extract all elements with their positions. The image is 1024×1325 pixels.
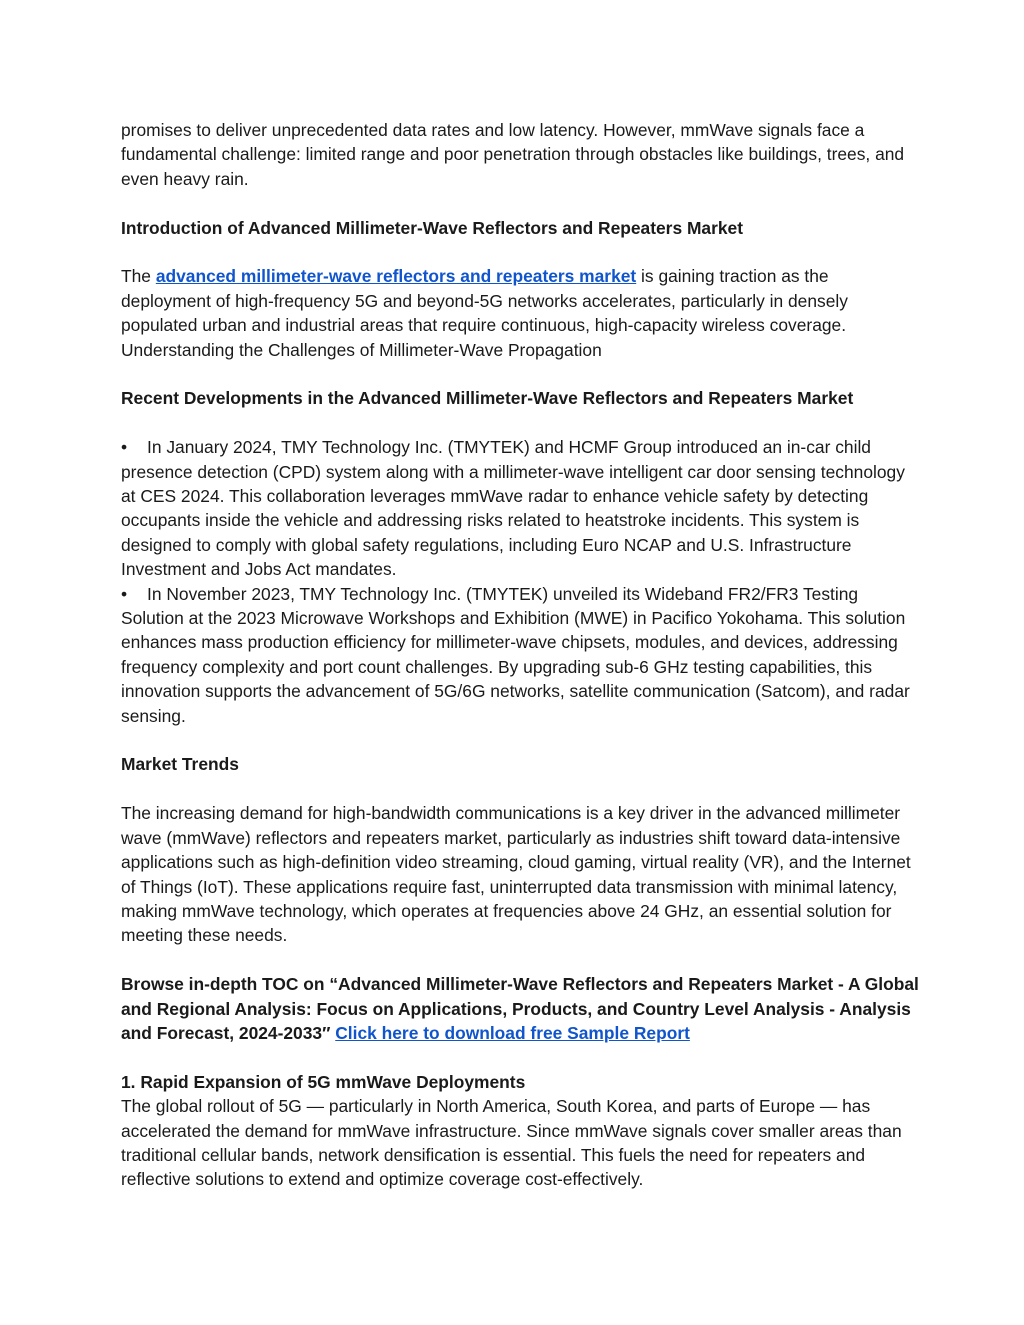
trends-heading: Market Trends [121, 754, 239, 775]
document-page [121, 118, 921, 1192]
intro-trailing-line: Understanding the Challenges of Millimeter-Wave Propagation [121, 339, 602, 360]
expansion-heading: 1. Rapid Expansion of 5G mmWave Deployments [121, 1071, 526, 1092]
development-item-text: In January 2024, TMY Technology Inc. (TMYTEK) and HCMF Group introduced an in-car child presence detection (CPD) system along with a millimeter-wave intelligent car door sensing technology at CES 2024. This collaboration leverages mmWave radar to enhance vehicle safety by detecting occupants inside the vehicle and addressing risks related to heatstroke incidents. This system is designed to comply with global safety regulations, including Euro NCAP and U.S. Infrastructure Investment and Jobs Act mandates. [121, 437, 905, 580]
intro-paragraph: promises to deliver unprecedented data rates and low latency. However, mmWave signals face a fundamental challenge: limited range and poor penetration through obstacles like buildings, trees, and even heavy rain. [121, 120, 905, 189]
intro-body [121, 264, 921, 337]
intro-body-lead: The [121, 266, 156, 287]
bullet-icon: • [121, 583, 128, 604]
market-link[interactable]: advanced millimeter-wave reflectors and repeaters market [155, 266, 637, 287]
download-sample-link[interactable]: Click here to download free Sample Report [335, 1022, 690, 1043]
developments-heading: Recent Developments in the Advanced Millimeter-Wave Reflectors and Repeaters Market [121, 388, 854, 409]
expansion-body: The global rollout of 5G — particularly in North America, South Korea, and parts of Europe — has accelerated the demand for mmWave infrastructure. Since mmWave signals cover smaller areas than traditional cellular bands, network densification is essential. This fuels the need for repeaters and reflective solutions to extend and optimize coverage cost-effectively. [121, 1096, 902, 1190]
browse-toc-text: Browse in-depth TOC on “Advanced Millimeter-Wave Reflectors and Repeaters Market - A Global and Regional Analysis: Focus on Applications, Products, and Country Level Analysis - Analysis and Forecast, 2024-2033″ [121, 974, 919, 1043]
trends-body: The increasing demand for high-bandwidth communications is a key driver in the advanced millimeter wave (mmWave) reflectors and repeaters market, particularly as industries shift toward data-intensive applications such as high-definition video streaming, cloud gaming, virtual reality (VR), and the Internet of Things (IoT). These applications require fast, uninterrupted data transmission with minimal latency, making mmWave technology, which operates at frequencies above 24 GHz, an essential solution for meeting these needs. [121, 803, 911, 946]
development-item-text: In November 2023, TMY Technology Inc. (TMYTEK) unveiled its Wideband FR2/FR3 Testing Solution at the 2023 Microwave Workshops and Exhibition (MWE) in Pacifico Yokohama. This solution enhances mass production efficiency for millimeter-wave chipsets, modules, and devices, addressing frequency complexity and port count challenges. By upgrading sub-6 GHz testing capabilities, this innovation supports the advancement of 5G/6G networks, satellite communication (Satcom), and radar sensing. [121, 583, 910, 726]
intro-body-rest: is gaining traction as the deployment of high-frequency 5G and beyond-5G networks accelerates, particularly in densely populated urban and industrial areas that require continuous, high-capacity wireless coverage. [121, 266, 848, 336]
browse-toc-paragraph [121, 972, 921, 1045]
bullet-icon: • [121, 437, 128, 458]
development-item [121, 435, 921, 581]
intro-heading: Introduction of Advanced Millimeter-Wave Reflectors and Repeaters Market [121, 217, 744, 238]
development-item [121, 582, 921, 728]
